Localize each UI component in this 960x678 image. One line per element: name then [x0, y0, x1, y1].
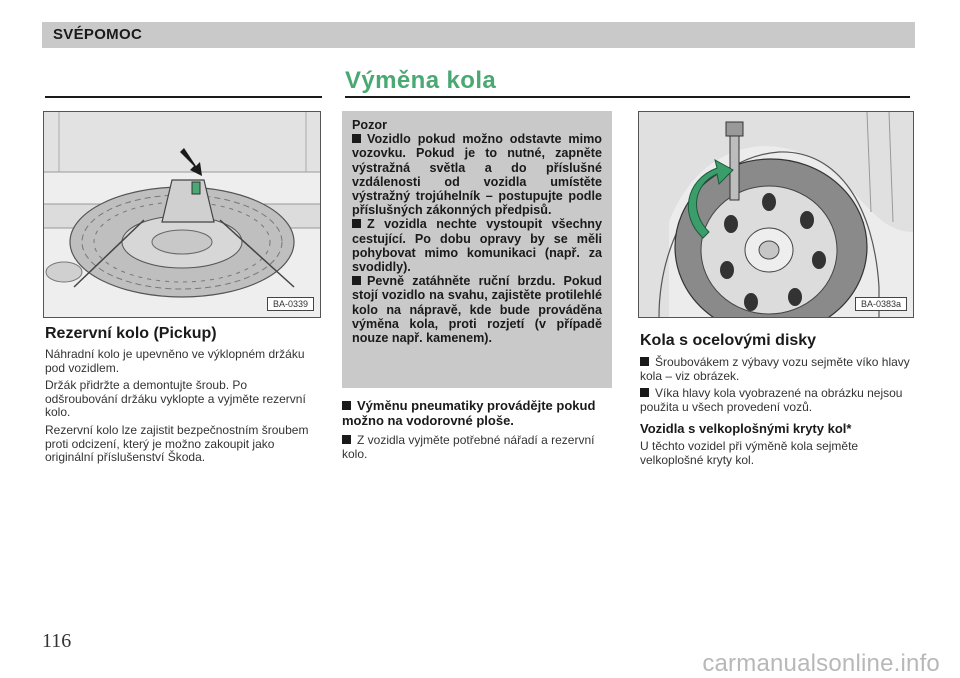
left-column: [45, 325, 322, 465]
title-rule-left: [45, 96, 322, 98]
middle-column: [342, 398, 614, 461]
figure-label: BA-0383a: [855, 297, 907, 311]
paragraph: Náhradní kolo je upevněno ve výklopném držáku pod vozidlem.: [45, 347, 305, 375]
paragraph: Rezervní kolo lze zajistit bezpečnostním šroubem proti odcizení, který je možno zakoupit jako originální příslušenství Škoda.: [45, 422, 309, 465]
paragraph: Držák přidržte a demontujte šroub. Po odšroubování držáku vyklopte a vyjměte rezervní kolo.: [45, 378, 306, 420]
paragraph: U těchto vozidel při výměně kola sejměte velkoplošné kryty kol.: [640, 439, 859, 467]
watermark: carmanualsonline.info: [702, 650, 940, 677]
page-title: Výměna kola: [345, 67, 497, 94]
instruction: Víka hlavy kola vyobrazené na obrázku nejsou použita u všech provedení vozů.: [640, 387, 912, 414]
warning-item: Z vozidla nechte vystoupit všechny cestující. Po dobu opravy by se měli pohybovat mimo komunikaci (např. za svodidly).: [352, 217, 602, 275]
page-number: 116: [42, 630, 72, 652]
instruction: Z vozidla vyjměte potřebné nářadí a rezervní kolo.: [342, 434, 614, 461]
warning-item: Pevně zatáhněte ruční brzdu. Pokud stojí vozidlo na svahu, zajistěte protilehlé kolo na nápravě, kde bude prováděna výměna kola, proti rozjetí (v případě nouze např. kamenem).: [352, 274, 602, 346]
figure-label: BA-0339: [267, 297, 314, 311]
warning-box: [342, 111, 612, 388]
steel-wheel-figure: [638, 111, 914, 318]
warning-title: Pozor: [352, 118, 387, 132]
title-rule-right: [345, 96, 910, 98]
spare-wheel-figure: [43, 111, 321, 318]
right-column: [640, 332, 912, 468]
section-header-bar: [42, 22, 915, 48]
spare-wheel-heading: Rezervní kolo (Pickup): [45, 325, 217, 342]
steel-wheels-heading: Kola s ocelovými disky: [640, 332, 817, 349]
instruction: Šroubovákem z výbavy vozu sejměte víko hlavy kola – viz obrázek.: [640, 356, 912, 383]
bold-instruction: Výměnu pneumatiky provádějte pokud možno na vodorovné ploše.: [342, 398, 614, 428]
warning-item: Vozidlo pokud možno odstavte mimo vozovku. Pokud je to nutné, zapněte výstražná světla a do příslušné vzdálenosti od vozidla umístěte výstražný trojúhelník – postupujte podle příslušných zákonných předpisů.: [352, 132, 602, 218]
section-header: SVÉPOMOC: [53, 26, 143, 43]
full-cover-heading: Vozidla s velkoplošnými kryty kol*: [640, 421, 852, 437]
